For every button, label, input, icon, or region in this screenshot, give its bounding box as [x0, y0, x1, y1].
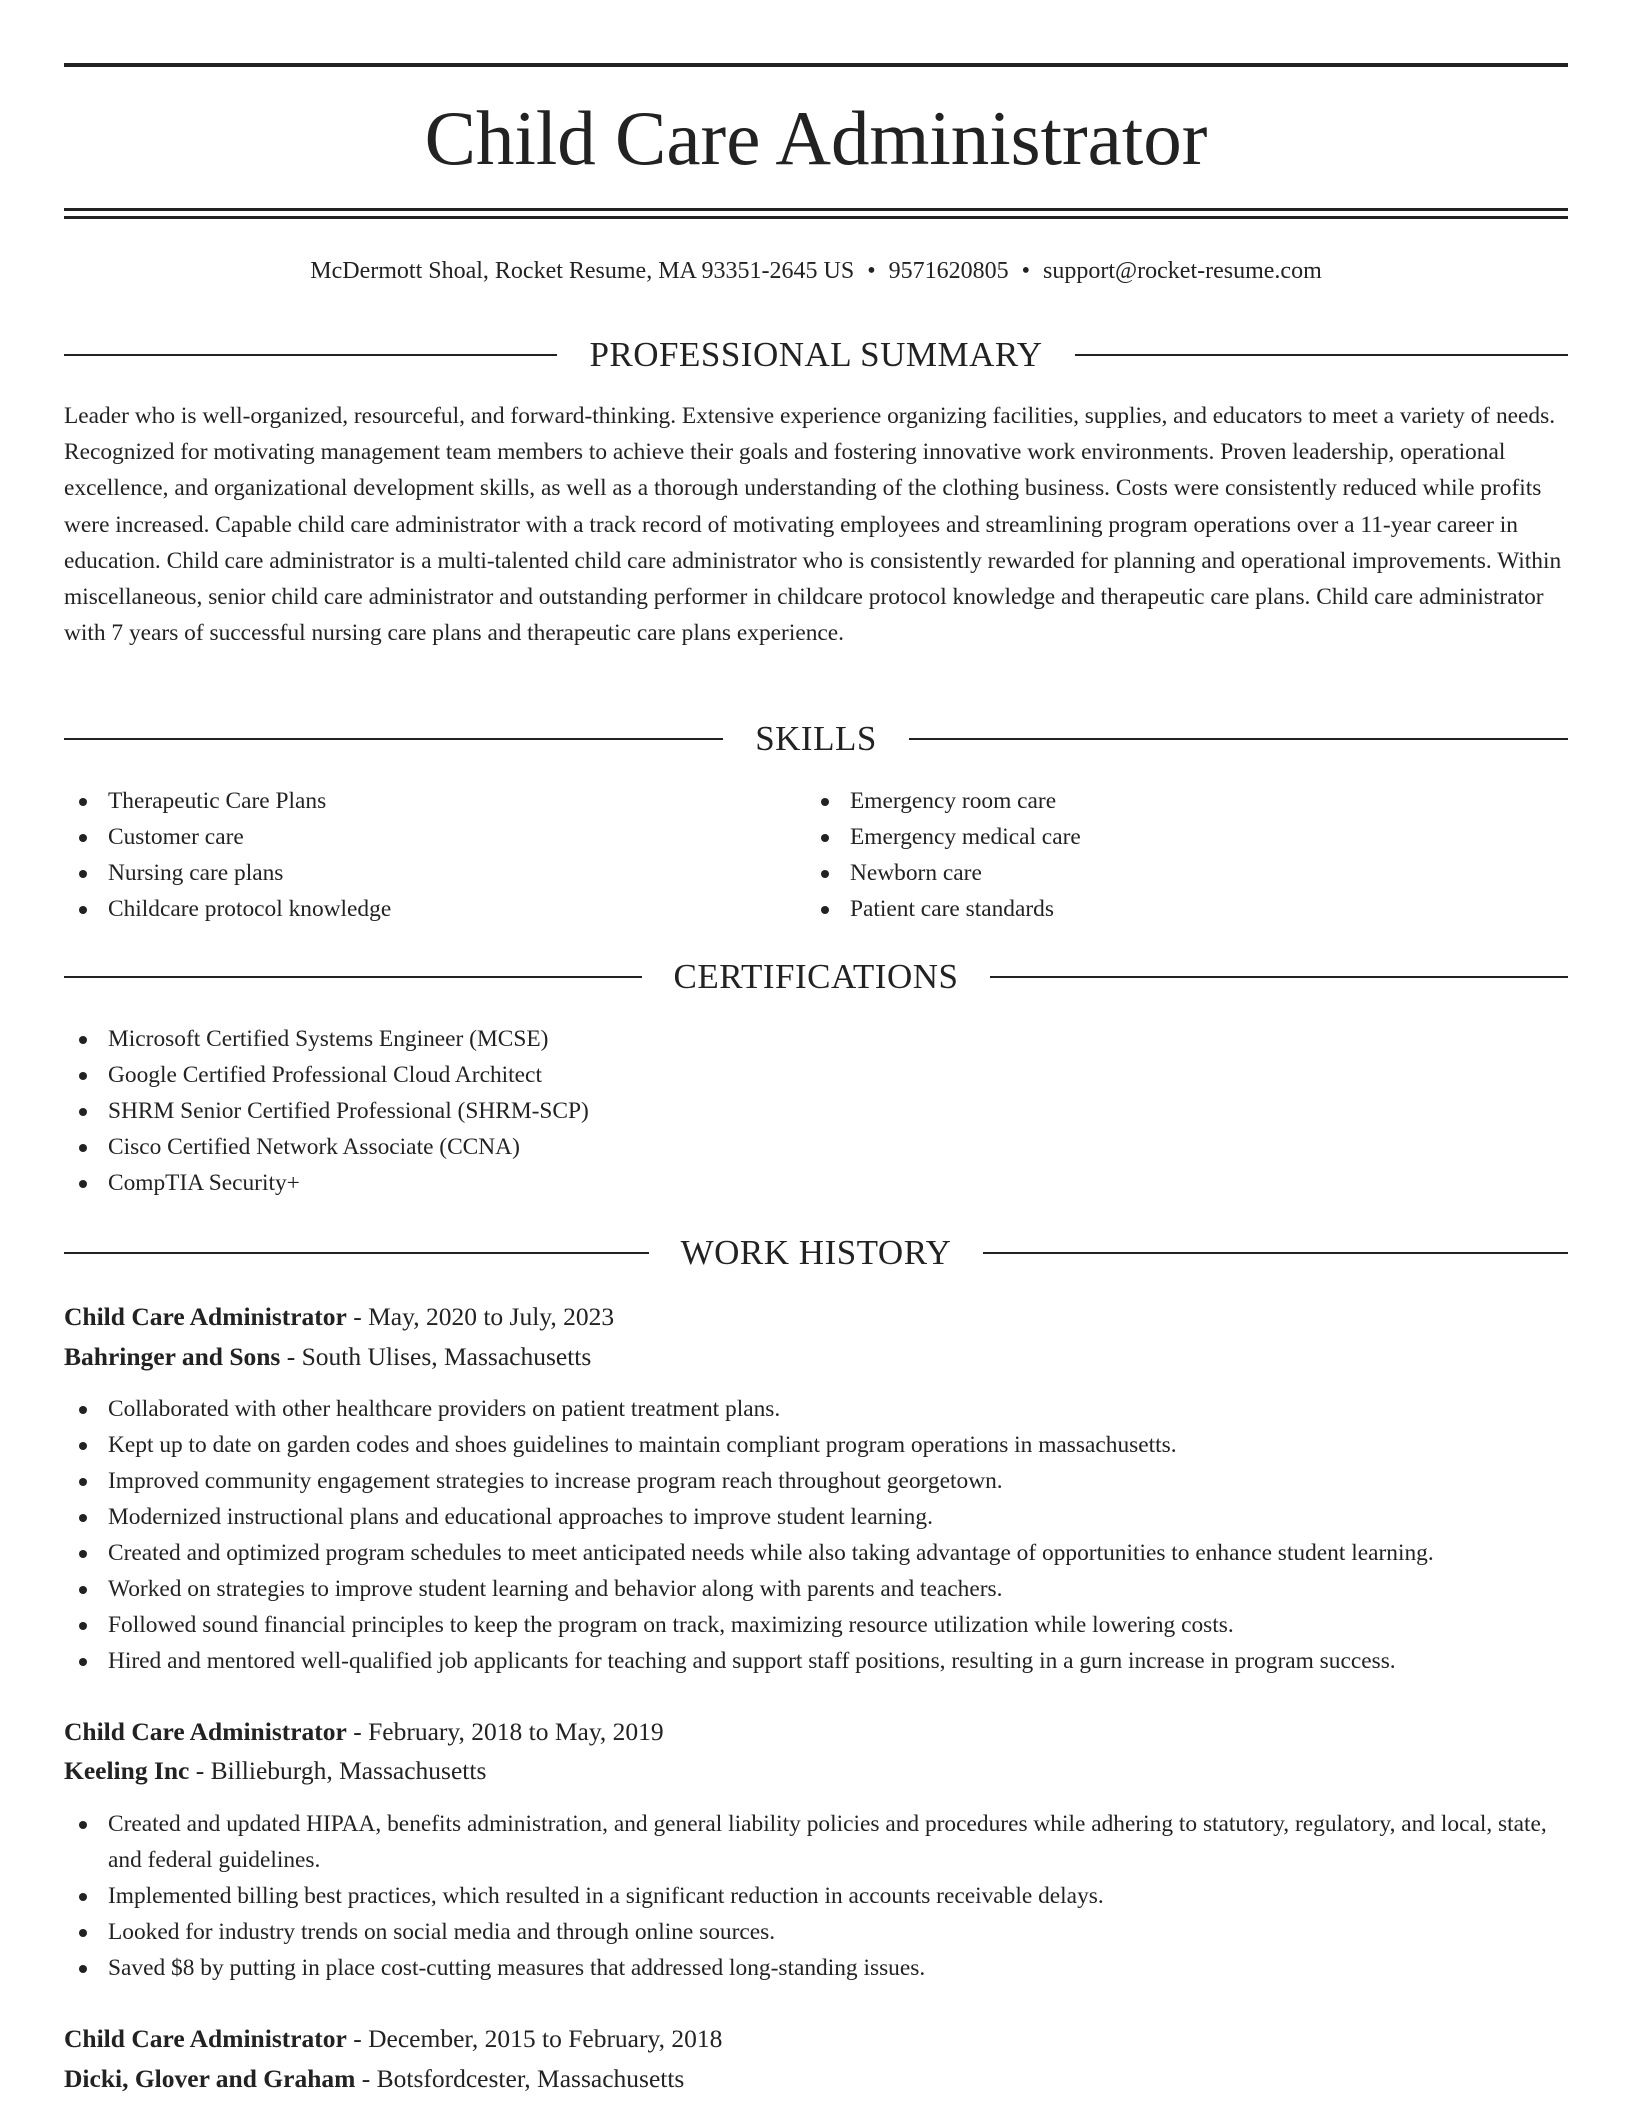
job-location: - South Ulises, Massachusetts [280, 1342, 592, 1371]
work-heading [64, 1231, 1568, 1275]
job-bullet: Looked for industry trends on social media and through online sources. [64, 1914, 1568, 1950]
certification-item: Microsoft Certified Systems Engineer (MCSE) [64, 1021, 1568, 1057]
job-bullets [64, 1391, 1568, 1679]
heading-rule-right [909, 738, 1568, 740]
skills-heading [64, 717, 1568, 761]
job-dates: - May, 2020 to July, 2023 [346, 1302, 615, 1331]
job-bullet: Worked on strategies to improve student learning and behavior along with parents and teachers. [64, 1571, 1568, 1607]
heading-rule-left [64, 976, 642, 978]
skills-list-right [806, 783, 1566, 927]
heading-rule-left [64, 738, 723, 740]
skill-item: Therapeutic Care Plans [64, 783, 804, 819]
job-company: Keeling Inc [64, 1756, 190, 1785]
job-bullet: Created and optimized program schedules to meet anticipated needs while also taking advantage of opportunities to enhance student learning. [64, 1535, 1568, 1571]
skill-item: Newborn care [806, 855, 1566, 891]
certification-item: CompTIA Security+ [64, 1165, 1568, 1201]
heading-rule-left [64, 1252, 649, 1254]
header-rule-lower [64, 216, 1568, 219]
job-bullet: Improved community engagement strategies to increase program reach throughout georgetown. [64, 1463, 1568, 1499]
skills-title: SKILLS [755, 719, 877, 758]
contact-email: support@rocket-resume.com [1043, 258, 1322, 284]
job-company: Dicki, Glover and Graham [64, 2064, 356, 2093]
heading-rule-right [1075, 354, 1568, 356]
job-location: - Billieburgh, Massachusetts [189, 1756, 487, 1785]
header-rule-upper [64, 208, 1568, 211]
job-company-line [64, 2059, 1568, 2099]
heading-rule-right [983, 1252, 1568, 1254]
contact-line [64, 254, 1568, 288]
contact-phone: 9571620805 [888, 258, 1009, 284]
heading-rule-left [64, 354, 557, 356]
summary-text: Leader who is well-organized, resourceful, and forward-thinking. Extensive experience organizing facilities, supplies, and educators to meet a variety of needs. Recognized for motivating management team members to achieve their goals and fostering innovative work environments. Proven leadership, operational excellence, and organizational development skills, as well as a thorough understanding of the clothing business. Costs were consistently reduced while profits were increased. Capable child care administrator with a track record of motivating employees and streamlining program operations over a 11-year career in education. Child care administrator is a multi-talented child care administrator who is consistently rewarded for planning and operational improvements. Within miscellaneous, senior child care administrator and outstanding performer in childcare protocol knowledge and therapeutic care plans. Child care administrator with 7 years of successful nursing care plans and therapeutic care plans experience. [64, 403, 1562, 647]
job-title: Child Care Administrator [64, 2024, 347, 2053]
job-bullet: Created and updated HIPAA, benefits administration, and general liability policies and procedures while adhering to statutory, regulatory, and local, state, and federal guidelines. [64, 1806, 1568, 1878]
certification-item: Cisco Certified Network Associate (CCNA) [64, 1129, 1568, 1165]
job-company-line [64, 1751, 1568, 1791]
job-title-line [64, 1712, 1568, 1752]
job-title-line [64, 1297, 1568, 1337]
job-bullet: Hired and mentored well-qualified job applicants for teaching and support staff positions, resulting in a gurn increase in program success. [64, 1643, 1568, 1679]
skill-item: Emergency medical care [806, 819, 1566, 855]
contact-separator: • [1021, 258, 1031, 284]
skill-item: Customer care [64, 819, 804, 855]
job-bullet: Collaborated with other healthcare providers on patient treatment plans. [64, 1391, 1568, 1427]
job-bullets [64, 1806, 1568, 1986]
top-rule [64, 63, 1568, 67]
job-bullet: Followed sound financial principles to keep the program on track, maximizing resource utilization while lowering costs. [64, 1607, 1568, 1643]
job-company: Bahringer and Sons [64, 1342, 281, 1371]
certification-item: Google Certified Professional Cloud Architect [64, 1057, 1568, 1093]
skill-item: Nursing care plans [64, 855, 804, 891]
job-bullet: Implemented billing best practices, which resulted in a significant reduction in accounts receivable delays. [64, 1878, 1568, 1914]
summary-title: PROFESSIONAL SUMMARY [589, 335, 1043, 374]
skill-item: Patient care standards [806, 891, 1566, 927]
contact-separator: • [867, 258, 876, 284]
certification-item: SHRM Senior Certified Professional (SHRM-SCP) [64, 1093, 1568, 1129]
job-title: Child Care Administrator [64, 1302, 347, 1331]
certifications-list [64, 1021, 1568, 1201]
certifications-heading [64, 955, 1568, 999]
certifications-title: CERTIFICATIONS [673, 957, 959, 996]
job-location: - Botsfordcester, Massachusetts [355, 2064, 685, 2093]
skill-item: Childcare protocol knowledge [64, 891, 804, 927]
contact-address: McDermott Shoal, Rocket Resume, MA 93351-2645 US [310, 258, 855, 284]
skill-item: Emergency room care [806, 783, 1566, 819]
job-bullet: Kept up to date on garden codes and shoes guidelines to maintain compliant program operations in massachusetts. [64, 1427, 1568, 1463]
resume-name: Child Care Administrator [424, 95, 1208, 181]
job-dates: - February, 2018 to May, 2019 [346, 1717, 664, 1746]
summary-heading [64, 333, 1568, 377]
skills-list-left [64, 783, 804, 927]
job-title-line [64, 2019, 1568, 2059]
job-bullet: Saved $8 by putting in place cost-cutting measures that addressed long-standing issues. [64, 1950, 1568, 1986]
job-bullet: Modernized instructional plans and educational approaches to improve student learning. [64, 1499, 1568, 1535]
heading-rule-right [990, 976, 1568, 978]
job-company-line [64, 1337, 1568, 1377]
job-title: Child Care Administrator [64, 1717, 347, 1746]
work-title: WORK HISTORY [680, 1233, 952, 1272]
job-dates: - December, 2015 to February, 2018 [346, 2024, 723, 2053]
